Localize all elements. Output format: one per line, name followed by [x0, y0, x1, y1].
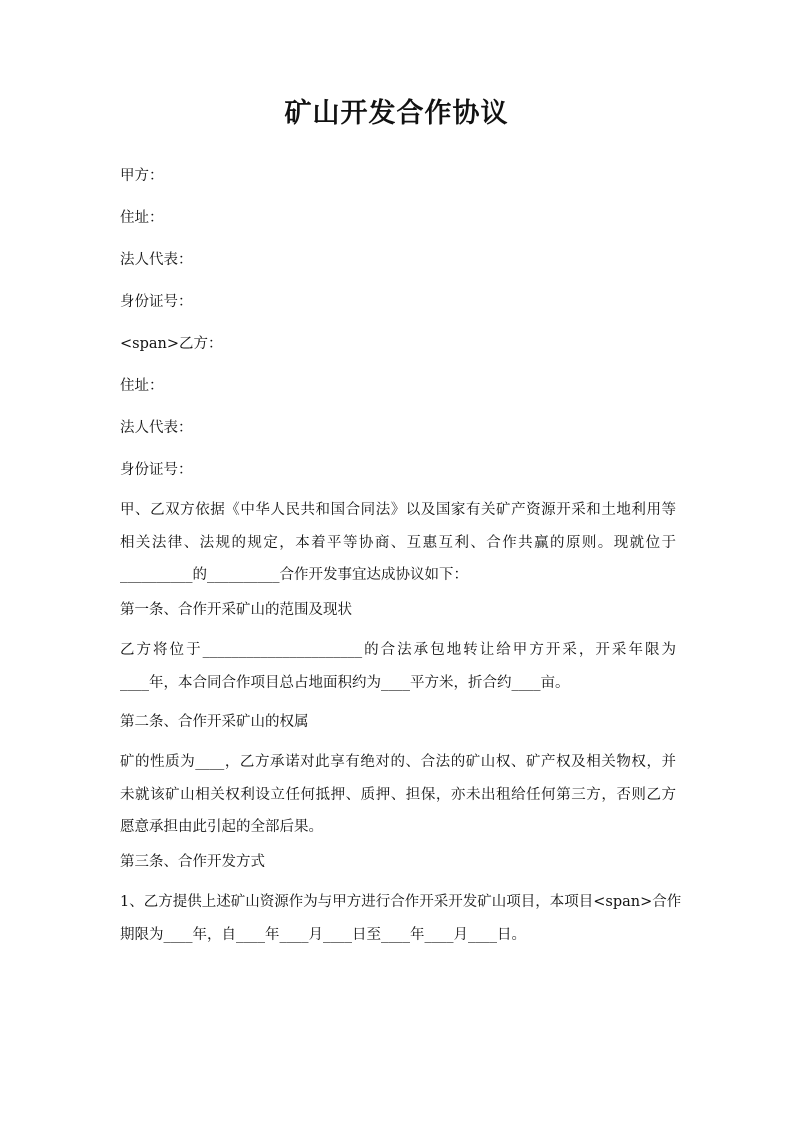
party-b-id-number: 身份证号：	[120, 462, 193, 478]
party-a-label: 甲方：	[120, 168, 164, 184]
article-2-heading: 第二条、合作开采矿山的权属	[120, 714, 309, 730]
party-b-address: 住址：	[120, 378, 164, 394]
preamble-line: __________的__________合作开发事宜达成协议如下：	[120, 567, 468, 583]
article-2-line: 未就该矿山相关权利设立任何抵押、质押、担保，亦未出租给任何第三方，否则乙方	[120, 786, 676, 803]
article-3-heading: 第三条、合作开发方式	[120, 854, 265, 870]
article-3-body	[120, 886, 682, 951]
article-2-line: 愿意承担由此引起的全部后果。	[120, 819, 323, 835]
party-a-id-number: 身份证号：	[120, 294, 193, 310]
preamble-line: 甲、乙双方依据《中华人民共和国合同法》以及国家有关矿产资源开采和土地利用等	[120, 502, 676, 518]
article-1-heading: 第一条、合作开采矿山的范围及现状	[120, 602, 352, 618]
party-a-legal-rep: 法人代表：	[120, 252, 193, 268]
article-1-line: 乙方将位于______________________的合法承包地转让给甲方开采，开采年限为	[120, 642, 676, 658]
document-title: 矿山开发合作协议	[284, 98, 509, 129]
preamble-paragraph	[120, 494, 676, 592]
article-2-line: 矿的性质为____，乙方承诺对此享有绝对的、合法的矿山权、矿产权及相关物权，并	[120, 754, 676, 770]
party-a-address: 住址：	[120, 210, 164, 226]
article-2-body	[120, 746, 676, 844]
preamble-line: 相关法律、法规的规定，本着平等协商、互惠互利、合作共赢的原则。现就位于	[120, 534, 676, 551]
article-1-line: ____年，本合同合作项目总占地面积约为____平方米，折合约____亩。	[120, 674, 570, 691]
party-b-legal-rep: 法人代表：	[120, 420, 193, 436]
party-b-label: <span>乙方：	[120, 336, 223, 352]
article-3-line: 1、乙方提供上述矿山资源作为与甲方进行合作开采开发矿山项目，本项目<span>合作	[120, 894, 682, 910]
article-1-body	[120, 634, 676, 699]
article-3-line: 期限为____年，自____年____月____日至____年____月____日。	[120, 926, 526, 943]
